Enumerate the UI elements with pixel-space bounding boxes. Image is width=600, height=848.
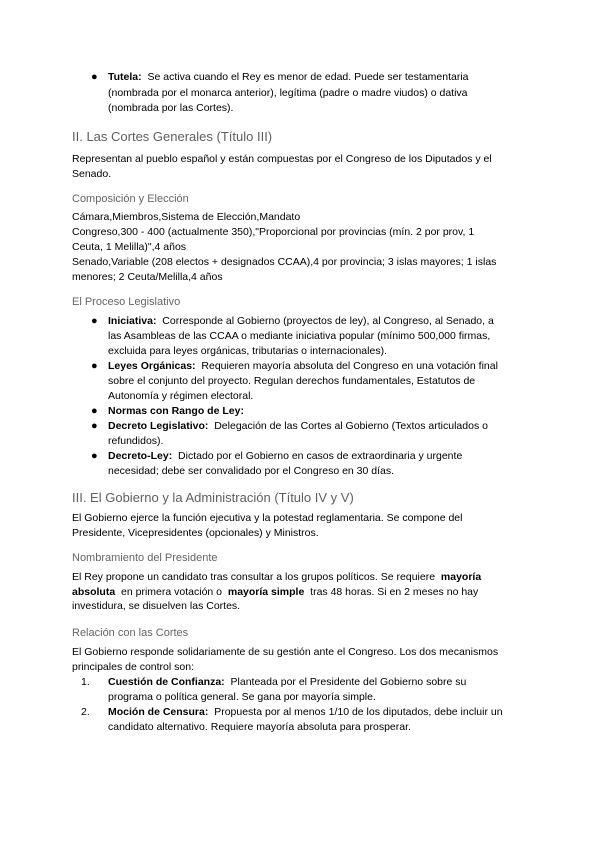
nombramiento-line — [72, 585, 478, 599]
leyes-organicas-line: sobre el conjunto del proyecto. Regulan derechos fundamentales, Estatutos de — [108, 375, 476, 387]
subheading-nombramiento: Nombramiento del Presidente — [72, 552, 218, 564]
tutela-line: Se activa cuando el Rey es menor de edad. Puede ser testamentaria — [147, 71, 469, 83]
leyes-organicas-term: Leyes Orgánicas: — [108, 360, 196, 372]
section-heading-cortes: II. Las Cortes Generales (Título III) — [72, 129, 273, 144]
bullet-icon: ● — [91, 360, 98, 372]
nombramiento-text: tras 48 horas. Si en 2 meses no hay — [310, 586, 479, 598]
subheading-proceso: El Proceso Legislativo — [72, 296, 181, 308]
leyes-organicas-line: Autonomía y régimen electoral. — [108, 390, 254, 402]
decreto-legislativo-term: Decreto Legislativo: — [108, 420, 209, 432]
normas-rango-term: Normas con Rango de Ley: — [108, 405, 244, 417]
bullet-icon: ● — [91, 450, 98, 462]
relacion-intro-line: El Gobierno responde solidariamente de su gestión ante el Congreso. Los dos mecanismos — [72, 646, 499, 658]
cortes-intro-line: Senado. — [72, 168, 112, 180]
tutela-item — [108, 70, 469, 84]
nombramiento-text: en primera votación o — [121, 586, 223, 598]
composicion-line: Senado,Variable (208 electos + designados CCAA),4 por provincia; 3 islas mayores; 1 islas — [72, 256, 497, 268]
confianza-term: Cuestión de Confianza: — [108, 676, 225, 688]
decreto-ley-line: Dictado por el Gobierno en casos de extraordinaria y urgente — [178, 450, 463, 462]
iniciativa-line: las Asambleas de las CCAA o mediante iniciativa popular (mínimo 500,000 firmas, — [108, 330, 491, 342]
composicion-line: Ceuta, 1 Melilla)",4 años — [72, 241, 187, 253]
nombramiento-bold: mayoría — [440, 571, 482, 583]
proceso-item-decreto-ley — [108, 449, 462, 463]
proceso-item-decreto-legislativo — [108, 419, 488, 433]
bullet-icon: ● — [91, 420, 98, 432]
leyes-organicas-line: Requieren mayoría absoluta del Congreso en una votación final — [201, 360, 498, 372]
tutela-term: Tutela: — [108, 71, 142, 83]
decreto-ley-term: Decreto-Ley: — [108, 450, 173, 462]
nombramiento-bold: mayoría simple — [227, 586, 305, 598]
iniciativa-line: Corresponde al Gobierno (proyectos de ley), al Congreso, al Senado, a — [162, 315, 494, 327]
relacion-item-confianza — [108, 675, 466, 689]
confianza-line: programa o política general. Se gana por mayoría simple. — [108, 691, 376, 703]
iniciativa-term: Iniciativa: — [108, 315, 157, 327]
nombramiento-line — [72, 570, 481, 584]
nombramiento-bold: absoluta — [72, 586, 116, 598]
censura-line: Propuesta por al menos 1/10 de los diputados, debe incluir un — [214, 706, 503, 718]
bullet-icon: ● — [91, 315, 98, 327]
subheading-composicion: Composición y Elección — [72, 193, 189, 205]
composicion-line: menores; 2 Ceuta/Melilla,4 años — [72, 271, 223, 283]
section-heading-gobierno: III. El Gobierno y la Administración (Título IV y V) — [72, 490, 354, 505]
nombramiento-line: investidura, se disuelven las Cortes. — [72, 600, 241, 612]
tutela-line: (nombrada por las Cortes). — [108, 102, 234, 114]
proceso-item-leyes-organicas — [108, 359, 498, 373]
cortes-intro-line: Representan al pueblo español y están compuestas por el Congreso de los Diputados y el — [72, 153, 492, 165]
bullet-icon: ● — [91, 71, 98, 83]
list-number: 2. — [81, 706, 90, 718]
list-number: 1. — [81, 676, 90, 688]
relacion-intro-line: principales de control son: — [72, 661, 194, 673]
iniciativa-line: excluida para leyes orgánicas, tributarias o internacionales). — [108, 345, 387, 357]
bullet-icon: ● — [91, 405, 98, 417]
proceso-item-normas-rango — [108, 404, 244, 418]
decreto-ley-line: necesidad; debe ser convalidado por el Congreso en 30 días. — [108, 465, 395, 477]
subheading-relacion: Relación con las Cortes — [72, 627, 189, 639]
composicion-line: Congreso,300 - 400 (actualmente 350),"Proporcional por provincias (mín. 2 por prov, 1 — [72, 226, 475, 238]
gobierno-intro-line: Presidente, Vicepresidentes (opcionales) y Ministros. — [72, 527, 319, 539]
relacion-item-censura — [108, 705, 503, 719]
confianza-line: Planteada por el Presidente del Gobierno sobre su — [230, 676, 467, 688]
gobierno-intro-line: El Gobierno ejerce la función ejecutiva y la potestad reglamentaria. Se compone del — [72, 512, 463, 524]
composicion-line: Cámara,Miembros,Sistema de Elección,Mandato — [72, 211, 301, 223]
nombramiento-text: El Rey propone un candidato tras consultar a los grupos políticos. Se requiere — [72, 571, 436, 583]
tutela-line: (nombrada por el monarca anterior), legítima (padre o madre viudos) o dativa — [108, 87, 468, 99]
proceso-item-iniciativa — [108, 314, 494, 328]
decreto-legislativo-line: Delegación de las Cortes al Gobierno (Textos articulados o — [214, 420, 488, 432]
censura-line: candidato alternativo. Requiere mayoría absoluta para prosperar. — [108, 721, 411, 733]
decreto-legislativo-line: refundidos). — [108, 435, 164, 447]
censura-term: Moción de Censura: — [108, 706, 209, 718]
